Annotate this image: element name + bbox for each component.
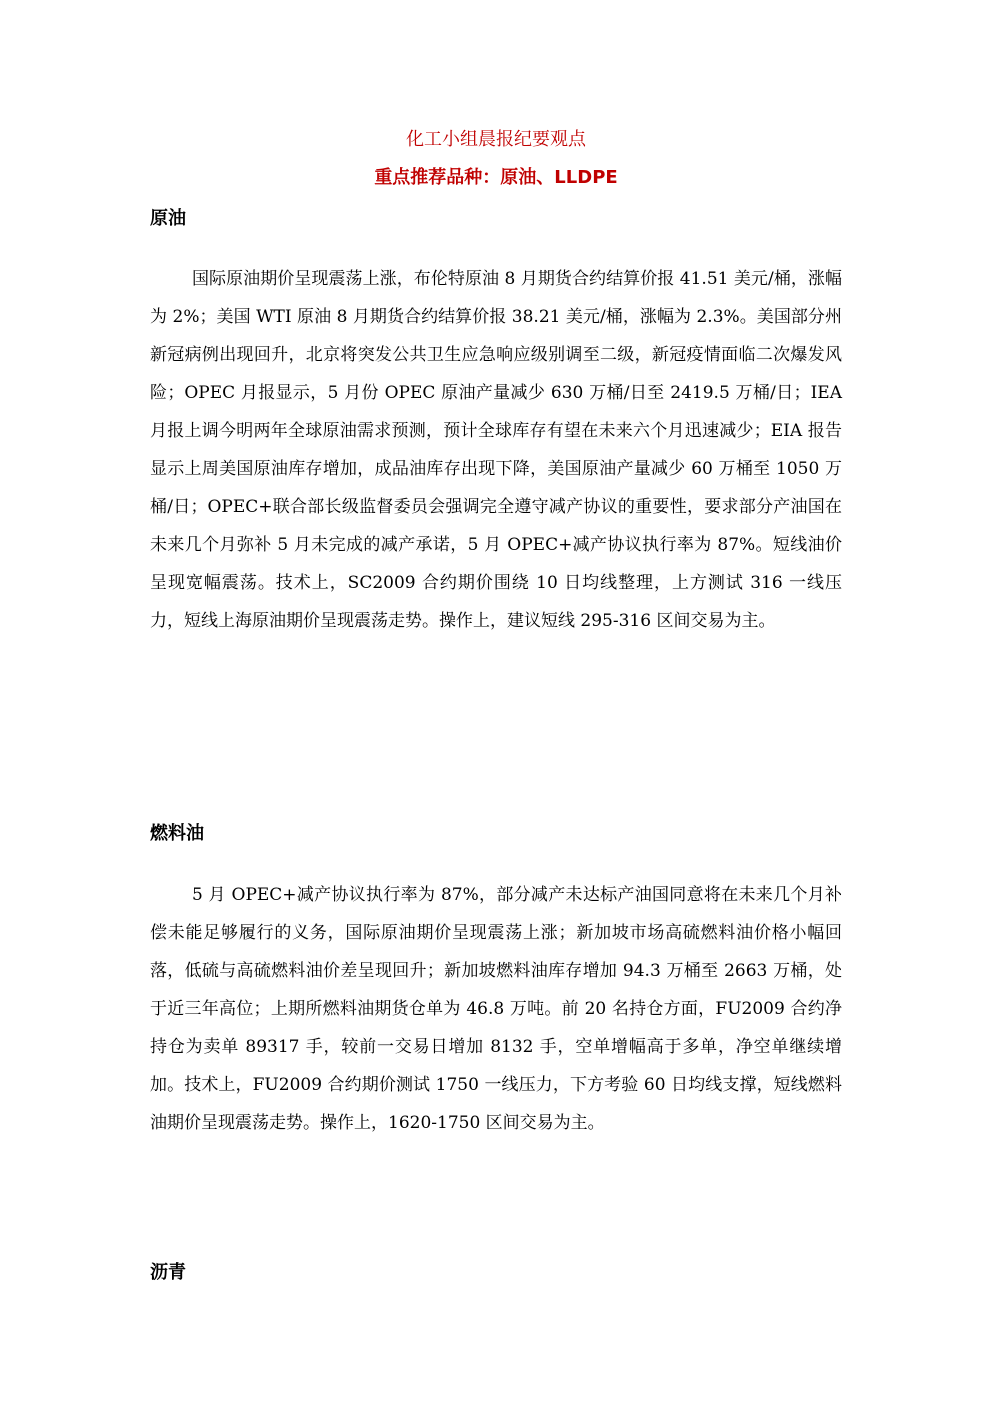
section-body-crude-oil: 国际原油期价呈现震荡上涨，布伦特原油 8 月期货合约结算价报 41.51 美元/桶，涨幅为 2%；美国 WTI 原油 8 月期货合约结算价报 38.21 美元/桶，涨幅为 2.3%。美国部分州新冠病例出现回升，北京将突发公共卫生应急响应级别调至二级，新冠疫情面临二次爆发风险；OPEC 月报显示，5 月份 OPEC 原油产量减少 630 万桶/日至 2419.5 万桶/日；IEA 月报上调今明两年全球原油需求预测，预计全球库存有望在未来六个月迅速减少；EIA 报告显示上周美国原油库存增加，成品油库存出现下降，美国原油产量减少 60 万桶至 1050 万桶/日；OPEC+联合部长级监督委员会强调完全遵守减产协议的重要性，要求部分产油国在未来几个月弥补 5 月未完成的减产承诺，5 月 OPEC+减产协议执行率为 87%。短线油价呈现宽幅震荡。技术上，SC2009 合约期价围绕 10 日均线整理，上方测试 316 一线压力，短线上海原油期价呈现震荡走势。操作上，建议短线 295-316 区间交易为主。 bbox=[150, 269, 842, 631]
section-heading-asphalt: 沥青 bbox=[150, 1262, 186, 1283]
section-body-fuel-oil: 5 月 OPEC+减产协议执行率为 87%，部分减产未达标产油国同意将在未来几个月补偿未能足够履行的义务，国际原油期价呈现震荡上涨；新加坡市场高硫燃料油价格小幅回落，低硫与高硫燃料油价差呈现回升；新加坡燃料油库存增加 94.3 万桶至 2663 万桶，处于近三年高位；上期所燃料油期货仓单为 46.8 万吨。前 20 名持仓方面，FU2009 合约净持仓为卖单 89317 手，较前一交易日增加 8132 手，空单增幅高于多单，净空单继续增加。技术上，FU2009 合约期价测试 1750 一线压力，下方考验 60 日均线支撑，短线燃料油期价呈现震荡走势。操作上，1620-1750 区间交易为主。 bbox=[150, 885, 842, 1133]
section-heading-fuel-oil: 燃料油 bbox=[150, 823, 204, 844]
report-title: 化工小组晨报纪要观点 bbox=[406, 129, 586, 150]
section-heading-crude-oil: 原油 bbox=[150, 208, 186, 229]
recommendation-line: 重点推荐品种：原油、LLDPE bbox=[374, 167, 618, 188]
